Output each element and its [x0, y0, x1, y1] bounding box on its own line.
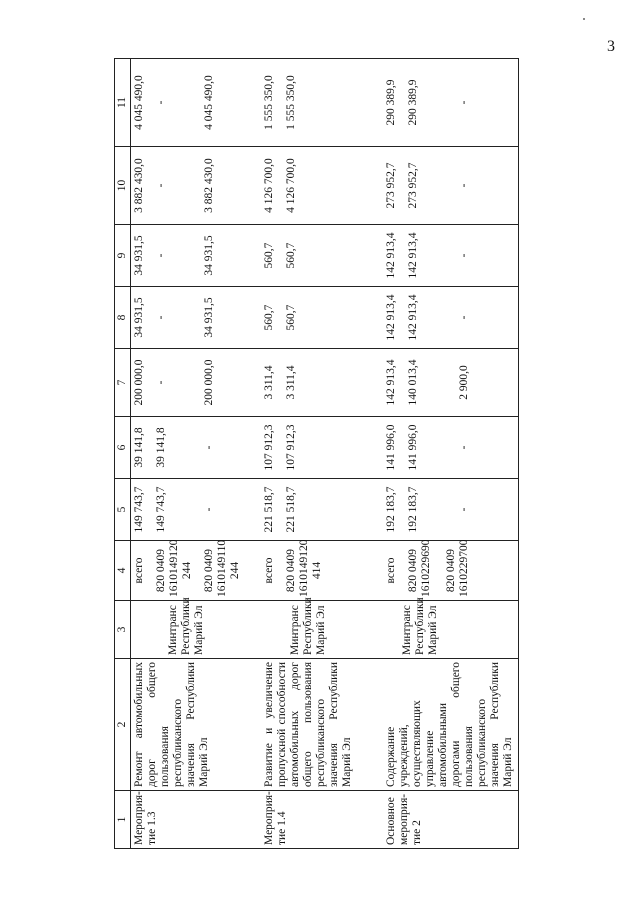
executor: Минтранс Республики Марий Эл	[383, 601, 519, 659]
value-total: 142 913,4	[384, 359, 397, 406]
value-cell	[383, 147, 519, 225]
col-header-6: 6	[115, 417, 131, 479]
value-cell	[131, 225, 261, 287]
value: 1 555 350,0	[284, 75, 297, 130]
value: 140 013,4	[406, 359, 419, 406]
value: -	[457, 507, 470, 512]
value-total: 290 389,9	[384, 79, 397, 126]
value-cell	[261, 287, 383, 349]
measure-id: Мероприя- тие 1.3	[131, 791, 261, 849]
value-cell	[261, 417, 383, 479]
value-total: 1 555 350,0	[262, 75, 275, 130]
budget-table	[114, 58, 519, 849]
value-total: 560,7	[262, 242, 275, 269]
value-cell	[131, 59, 261, 147]
scan-speck	[583, 18, 585, 20]
value: -	[457, 315, 470, 320]
value: 39 141,8	[155, 427, 167, 468]
code-line: 820 0409 1610149120 244	[155, 539, 193, 597]
value-cell	[131, 147, 261, 225]
value: 4 126 700,0	[284, 158, 297, 213]
value: 3 882 430,0	[203, 158, 215, 213]
code-line: 820 0409 1610149110 244	[203, 539, 241, 597]
executor: Минтранс Республики Марий Эл	[131, 601, 261, 659]
value-total: 107 912,3	[262, 424, 275, 471]
code-total: всего	[384, 557, 397, 584]
value: -	[155, 253, 167, 258]
value-cell	[261, 59, 383, 147]
value-total: 3 882 430,0	[133, 158, 145, 213]
value: -	[203, 445, 215, 450]
value: 107 912,3	[284, 424, 297, 471]
table-row	[131, 59, 261, 849]
value: -	[457, 183, 470, 188]
measure-name: Содержание учреждений, осуществляющих управление автомобильными дорогами общего пользования республиканского значения Республики Марий Эл	[383, 659, 519, 791]
value: -	[155, 380, 167, 385]
value: 273 952,7	[406, 162, 419, 209]
col-header-7: 7	[115, 349, 131, 417]
value-total: 3 311,4	[262, 365, 275, 400]
value: 4 045 490,0	[203, 75, 215, 130]
value-cell	[261, 225, 383, 287]
executor: Минтранс Республики Марий Эл	[261, 601, 383, 659]
value-total: 560,7	[262, 304, 275, 331]
value-cell	[131, 287, 261, 349]
col-header-10: 10	[115, 147, 131, 225]
value-cell	[131, 349, 261, 417]
value: 142 913,4	[406, 232, 419, 279]
value-cell	[261, 147, 383, 225]
value-total: 192 183,7	[384, 486, 397, 533]
value: -	[457, 445, 470, 450]
table-row	[261, 59, 383, 849]
col-header-2: 2	[115, 659, 131, 791]
value-cell	[383, 225, 519, 287]
value: 141 996,0	[406, 424, 419, 471]
value: 200 000,0	[203, 359, 215, 406]
col-header-9: 9	[115, 225, 131, 287]
measure-id: Основное мероприя- тие 2	[383, 791, 519, 849]
col-header-1: 1	[115, 791, 131, 849]
code-total: всего	[262, 557, 275, 584]
value: -	[203, 507, 215, 512]
value: 34 931,5	[203, 297, 215, 338]
page-number: 3	[607, 38, 615, 55]
value: 290 389,9	[406, 79, 419, 126]
value-total: 39 141,8	[133, 427, 145, 468]
value: 149 743,7	[155, 486, 167, 533]
value: 34 931,5	[203, 235, 215, 276]
value: -	[155, 100, 167, 105]
value: -	[457, 100, 470, 105]
value-cell	[383, 59, 519, 147]
code-line: 820 0409 1610229700	[444, 539, 470, 597]
value-total: 34 931,5	[133, 297, 145, 338]
budget-code-cell	[261, 541, 383, 601]
code-total: всего	[133, 557, 145, 584]
value: 2 900,0	[457, 365, 470, 400]
value-cell	[383, 287, 519, 349]
measure-id: Мероприя- тие 1.4	[261, 791, 383, 849]
value-total: 4 045 490,0	[133, 75, 145, 130]
value-cell	[131, 417, 261, 479]
header-row	[115, 59, 131, 849]
value-total: 4 126 700,0	[262, 158, 275, 213]
value-total: 149 743,7	[133, 486, 145, 533]
value: -	[155, 315, 167, 320]
value-cell	[383, 349, 519, 417]
code-line: 820 0409 1610149120 414	[284, 539, 323, 597]
code-line: 820 0409 1610229690	[406, 539, 432, 597]
value-total: 142 913,4	[384, 294, 397, 341]
col-header-3: 3	[115, 601, 131, 659]
rotated-table-container	[114, 59, 528, 849]
value-cell	[261, 479, 383, 541]
value: 3 311,4	[284, 365, 297, 400]
value: -	[155, 183, 167, 188]
value: 192 183,7	[406, 486, 419, 533]
value-cell	[131, 479, 261, 541]
col-header-8: 8	[115, 287, 131, 349]
value-total: 273 952,7	[384, 162, 397, 209]
value-cell	[383, 479, 519, 541]
value: -	[457, 253, 470, 258]
value-total: 200 000,0	[133, 359, 145, 406]
value-cell	[261, 349, 383, 417]
col-header-5: 5	[115, 479, 131, 541]
value-cell	[383, 417, 519, 479]
budget-code-cell	[383, 541, 519, 601]
value-total: 221 518,7	[262, 486, 275, 533]
value-total: 34 931,5	[133, 235, 145, 276]
measure-name: Ремонт автомобильных дорог общего пользования республиканского значения Республики Марий Эл	[131, 659, 261, 791]
table-row	[383, 59, 519, 849]
col-header-11: 11	[115, 59, 131, 147]
value-total: 142 913,4	[384, 232, 397, 279]
value-total: 141 996,0	[384, 424, 397, 471]
col-header-4: 4	[115, 541, 131, 601]
value: 560,7	[284, 242, 297, 269]
measure-name: Развитие и увеличение пропускной способности автомобильных дорог общего пользования республиканского значения Республики Марий Эл	[261, 659, 383, 791]
value: 142 913,4	[406, 294, 419, 341]
value: 221 518,7	[284, 486, 297, 533]
value: 560,7	[284, 304, 297, 331]
budget-code-cell	[131, 541, 261, 601]
